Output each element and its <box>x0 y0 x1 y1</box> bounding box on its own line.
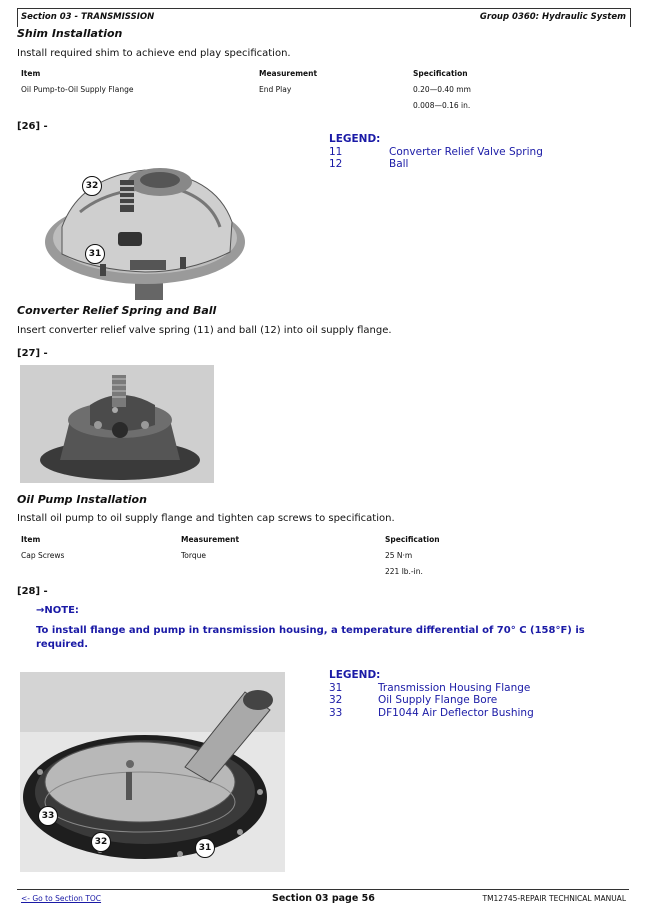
step-26-label: [26] - <box>17 121 48 132</box>
step-27-label: [27] - <box>17 348 48 359</box>
oilpump-text: Install oil pump to oil supply flange and tighten cap screws to specification. <box>17 513 395 524</box>
section-title: Section 03 - TRANSMISSION <box>21 12 155 22</box>
step-28-label: [28] - <box>17 586 48 597</box>
legend-num: 31 <box>329 682 343 694</box>
figure-27-photo <box>20 365 214 483</box>
legend-26-title: LEGEND: <box>329 133 381 145</box>
oilpump-col-measurement: Measurement <box>181 535 240 544</box>
oilpump-col-spec: Specification <box>385 535 440 544</box>
legend-26-row <box>329 158 579 171</box>
converter-text: Insert converter relief valve spring (11) and ball (12) into oil supply flange. <box>17 325 392 336</box>
oilpump-spec-nm: 25 N·m <box>385 551 413 560</box>
go-to-section-toc-link[interactable]: <- Go to Section TOC <box>21 894 102 903</box>
shim-col-item: Item <box>21 69 41 78</box>
legend-num: 33 <box>329 707 343 719</box>
oil-pump-illustration <box>20 365 214 483</box>
shim-text: Install required shim to achieve end play specification. <box>17 48 291 59</box>
shim-spec-mm: 0.20—0.40 mm <box>413 85 471 94</box>
housing-flange-illustration <box>20 672 285 872</box>
legend-28-title: LEGEND: <box>329 669 381 681</box>
oilpump-measurement: Torque <box>181 551 206 560</box>
callout-31: 31 <box>195 838 215 858</box>
oilpump-spec-lbin: 221 lb.-in. <box>385 567 423 576</box>
callout-32: 32 <box>91 832 111 852</box>
legend-text: DF1044 Air Deflector Bushing <box>378 707 534 719</box>
legend-text: Transmission Housing Flange <box>378 682 531 694</box>
legend-text: Ball <box>389 158 409 170</box>
manual-title: TM12745-REPAIR TECHNICAL MANUAL <box>482 894 626 903</box>
oilpump-col-item: Item <box>21 535 41 544</box>
legend-num: 32 <box>329 694 343 706</box>
shim-item: Oil Pump-to-Oil Supply Flange <box>21 85 134 94</box>
shim-spec-in: 0.008—0.16 in. <box>413 101 471 110</box>
legend-num: 12 <box>329 158 343 170</box>
legend-text: Oil Supply Flange Bore <box>378 694 498 706</box>
callout-32: 32 <box>82 176 102 196</box>
note-title: →NOTE: <box>36 605 79 616</box>
converter-heading: Converter Relief Spring and Ball <box>17 304 217 317</box>
figure-26-photo <box>40 152 250 300</box>
shim-col-measurement: Measurement <box>259 69 318 78</box>
oilpump-item: Cap Screws <box>21 551 65 560</box>
callout-31: 31 <box>85 244 105 264</box>
figure-28-photo <box>20 672 285 872</box>
footer-divider <box>17 889 629 890</box>
note-text-line1: To install flange and pump in transmission housing, a temperature differential of 70° C (158°F) is <box>36 625 585 636</box>
legend-num: 11 <box>329 146 343 158</box>
oilpump-heading: Oil Pump Installation <box>17 493 147 506</box>
shim-measurement: End Play <box>259 85 292 94</box>
group-title: Group 0360: Hydraulic System <box>479 12 626 22</box>
shim-col-spec: Specification <box>413 69 468 78</box>
page-number: Section 03 page 56 <box>272 893 375 904</box>
legend-text: Converter Relief Valve Spring <box>389 146 543 158</box>
shim-heading: Shim Installation <box>17 27 123 40</box>
note-text-line2: required. <box>36 639 89 650</box>
legend-28-row <box>329 694 589 707</box>
legend-28-row <box>329 707 589 720</box>
pump-assembly-illustration <box>40 152 250 300</box>
callout-33: 33 <box>38 806 58 826</box>
